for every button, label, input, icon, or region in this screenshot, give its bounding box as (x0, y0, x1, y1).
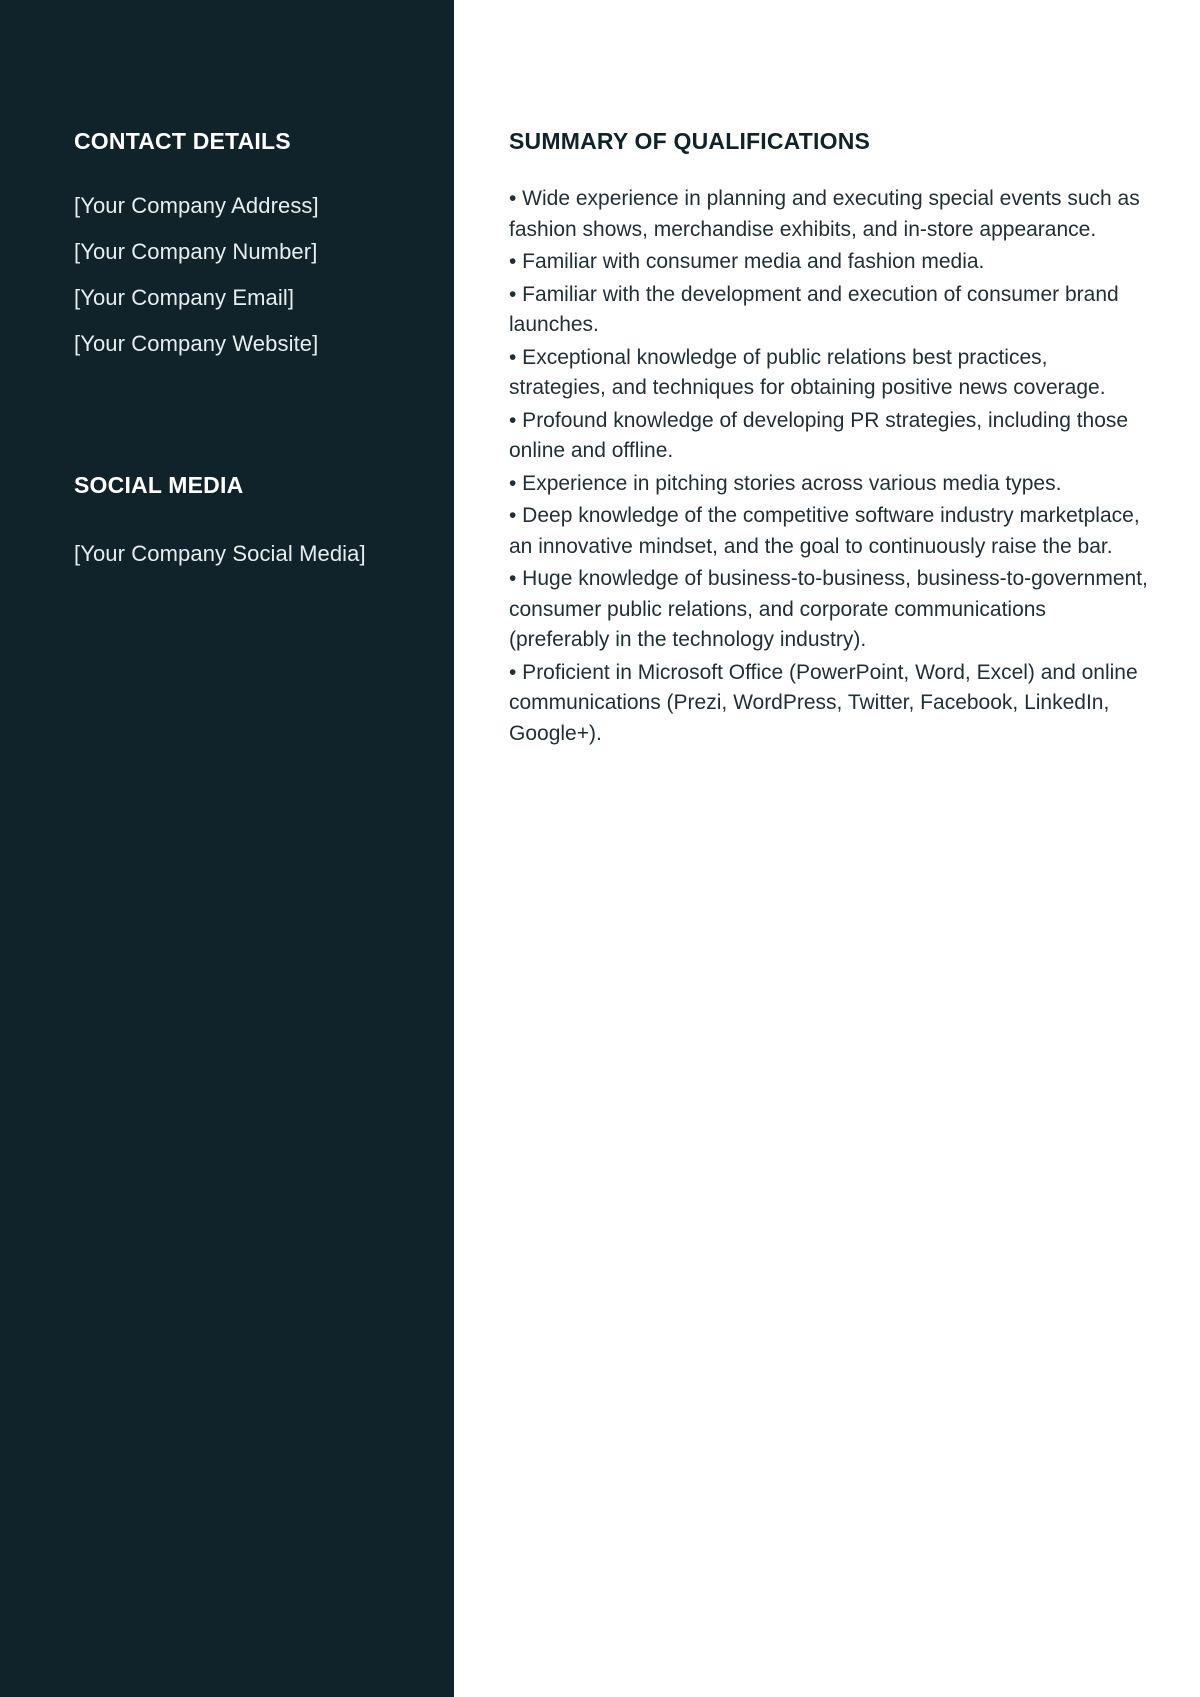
list-item: • Experience in pitching stories across various media types. (509, 471, 1062, 495)
list-item: • Profound knowledge of developing PR strategies, including those online and offline. (509, 408, 1129, 462)
summary-heading: SUMMARY OF QUALIFICATIONS (509, 128, 871, 154)
list-item: • Wide experience in planning and executing special events such as fashion shows, merchandise exhibits, and in-store appearance. (509, 187, 1140, 241)
company-social-media: [Your Company Social Media] (74, 541, 366, 566)
company-email: [Your Company Email] (74, 285, 295, 310)
list-item: • Proficient in Microsoft Office (PowerPoint, Word, Excel) and online communications (Prezi, WordPress, Twitter, Facebook, LinkedIn, Google+). (509, 660, 1138, 745)
company-address: [Your Company Address] (74, 193, 319, 218)
list-item: • Exceptional knowledge of public relations best practices, strategies, and techniques for obtaining positive news coverage. (509, 345, 1106, 399)
sidebar (0, 0, 454, 1697)
social-media-heading: SOCIAL MEDIA (74, 472, 244, 498)
list-item: • Deep knowledge of the competitive software industry marketplace, an innovative mindset, and the goal to continuously raise the bar. (509, 504, 1140, 558)
list-item: • Familiar with the development and execution of consumer brand launches. (509, 282, 1119, 336)
qualifications-list (509, 184, 1149, 751)
list-item: • Familiar with consumer media and fashion media. (509, 250, 985, 273)
company-number: [Your Company Number] (74, 239, 318, 264)
list-item: • Huge knowledge of business-to-business, business-to-government, consumer public relations, and corporate communications (preferably in the technology industry). (509, 567, 1148, 651)
company-website: [Your Company Website] (74, 331, 319, 356)
contact-details-heading: CONTACT DETAILS (74, 128, 291, 154)
